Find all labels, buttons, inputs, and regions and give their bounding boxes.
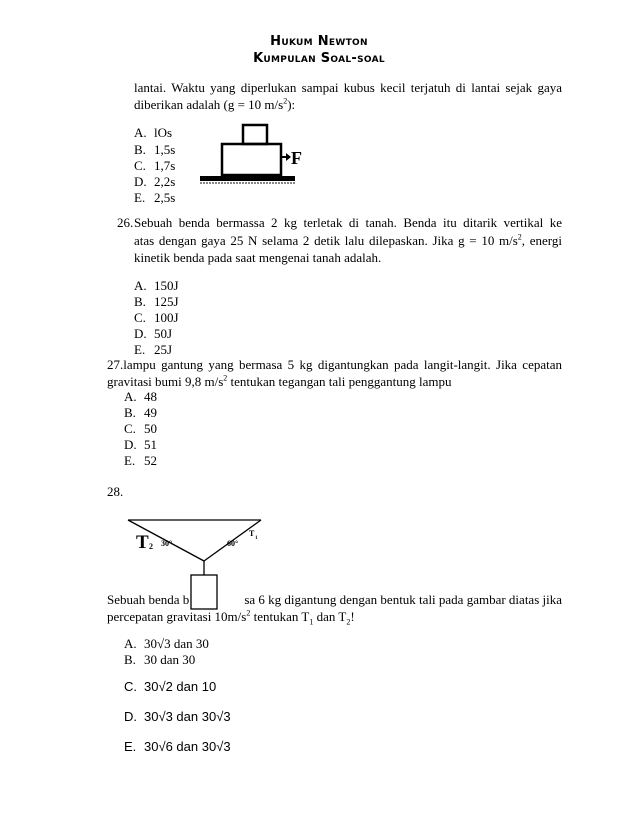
q26-line2: atas dengan gaya 25 N selama 2 detik lalu dilepaskan. Jika g = 10 $m/s^2$, energi [134,232,562,248]
q25-option-e[interactable]: E. 2,5s [134,190,176,205]
ground [200,176,295,181]
q28-line2: percepatan gravitasi $10m/s^2$ tentukan $T_1$ dan $T_2$! [107,608,355,627]
small-block [243,125,267,144]
t2-label: T [136,532,149,553]
force-label: F [291,148,302,168]
page-subtitle: Kumpulan Soal-soal [253,51,385,66]
q25-option-b[interactable]: B. 1,5s [134,142,176,157]
q27-option-d[interactable]: D. 51 [124,437,157,452]
q27-line2: gravitasi bumi 9,8 $m/s^2$ tentukan tegangan tali penggantung lampu [107,373,452,389]
angle-30-label: 30° [161,539,173,548]
angle-60-label: 60° [227,539,239,548]
q28-line1: Sebuah benda b sa 6 kg digantung dengan bentuk tali pada gambar diatas jika [107,592,562,607]
q26-number: 26. [117,215,134,230]
q26-option-a[interactable]: A. 150J [134,278,179,293]
q25-option-d[interactable]: D. 2,2s [134,174,176,189]
t1-label: T [249,529,255,538]
q25-option-c[interactable]: C. 1,7s [134,158,176,173]
q27-option-e[interactable]: E. 52 [124,453,157,468]
q27-line1: 27.lampu gantung yang bermasa 5 kg digantungkan pada langit-langit. Jika cepatan [107,357,562,372]
q26-option-b[interactable]: B. 125J [134,294,179,309]
t2-subscript: 2 [149,542,153,551]
q28-option-a[interactable]: A. 30√3 dan 30 [124,636,209,651]
q26-option-e[interactable]: E. 25J [134,342,173,357]
q25-line2: diberikan adalah (g = 10 $m/s^2$): [134,96,296,112]
q27-option-a[interactable]: A. 48 [124,389,157,404]
q25-option-a[interactable]: A. lOs [134,125,173,140]
q26-option-d[interactable]: D. 50J [134,326,173,341]
q28-option-b[interactable]: B. 30 dan 30 [124,652,196,667]
q25-figure [200,120,300,188]
q28-number: 28. [107,484,124,499]
page-title: Hukum Newton [270,34,368,49]
t1-subscript: 1 [255,536,258,541]
q26-option-c[interactable]: C. 100J [134,310,179,325]
q26-line3: kinetik benda pada saat mengenai tanah adalah. [134,250,382,265]
large-block [222,144,281,175]
q28-option-d[interactable]: D. 30√3 dan 30√3 [124,709,231,724]
q26-line1: Sebuah benda bermassa 2 kg terletak di tanah. Benda itu ditarik vertikal ke [134,215,562,230]
q25-line1: lantai. Waktu yang diperlukan sampai kubus kecil terjatuh di lantai sejak gaya [134,80,562,95]
q27-option-c[interactable]: C. 50 [124,421,157,436]
q28-option-e[interactable]: E. 30√6 dan 30√3 [124,739,231,754]
q27-option-b[interactable]: B. 49 [124,405,157,420]
q28-option-c[interactable]: C. 30√2 dan 10 [124,679,217,694]
